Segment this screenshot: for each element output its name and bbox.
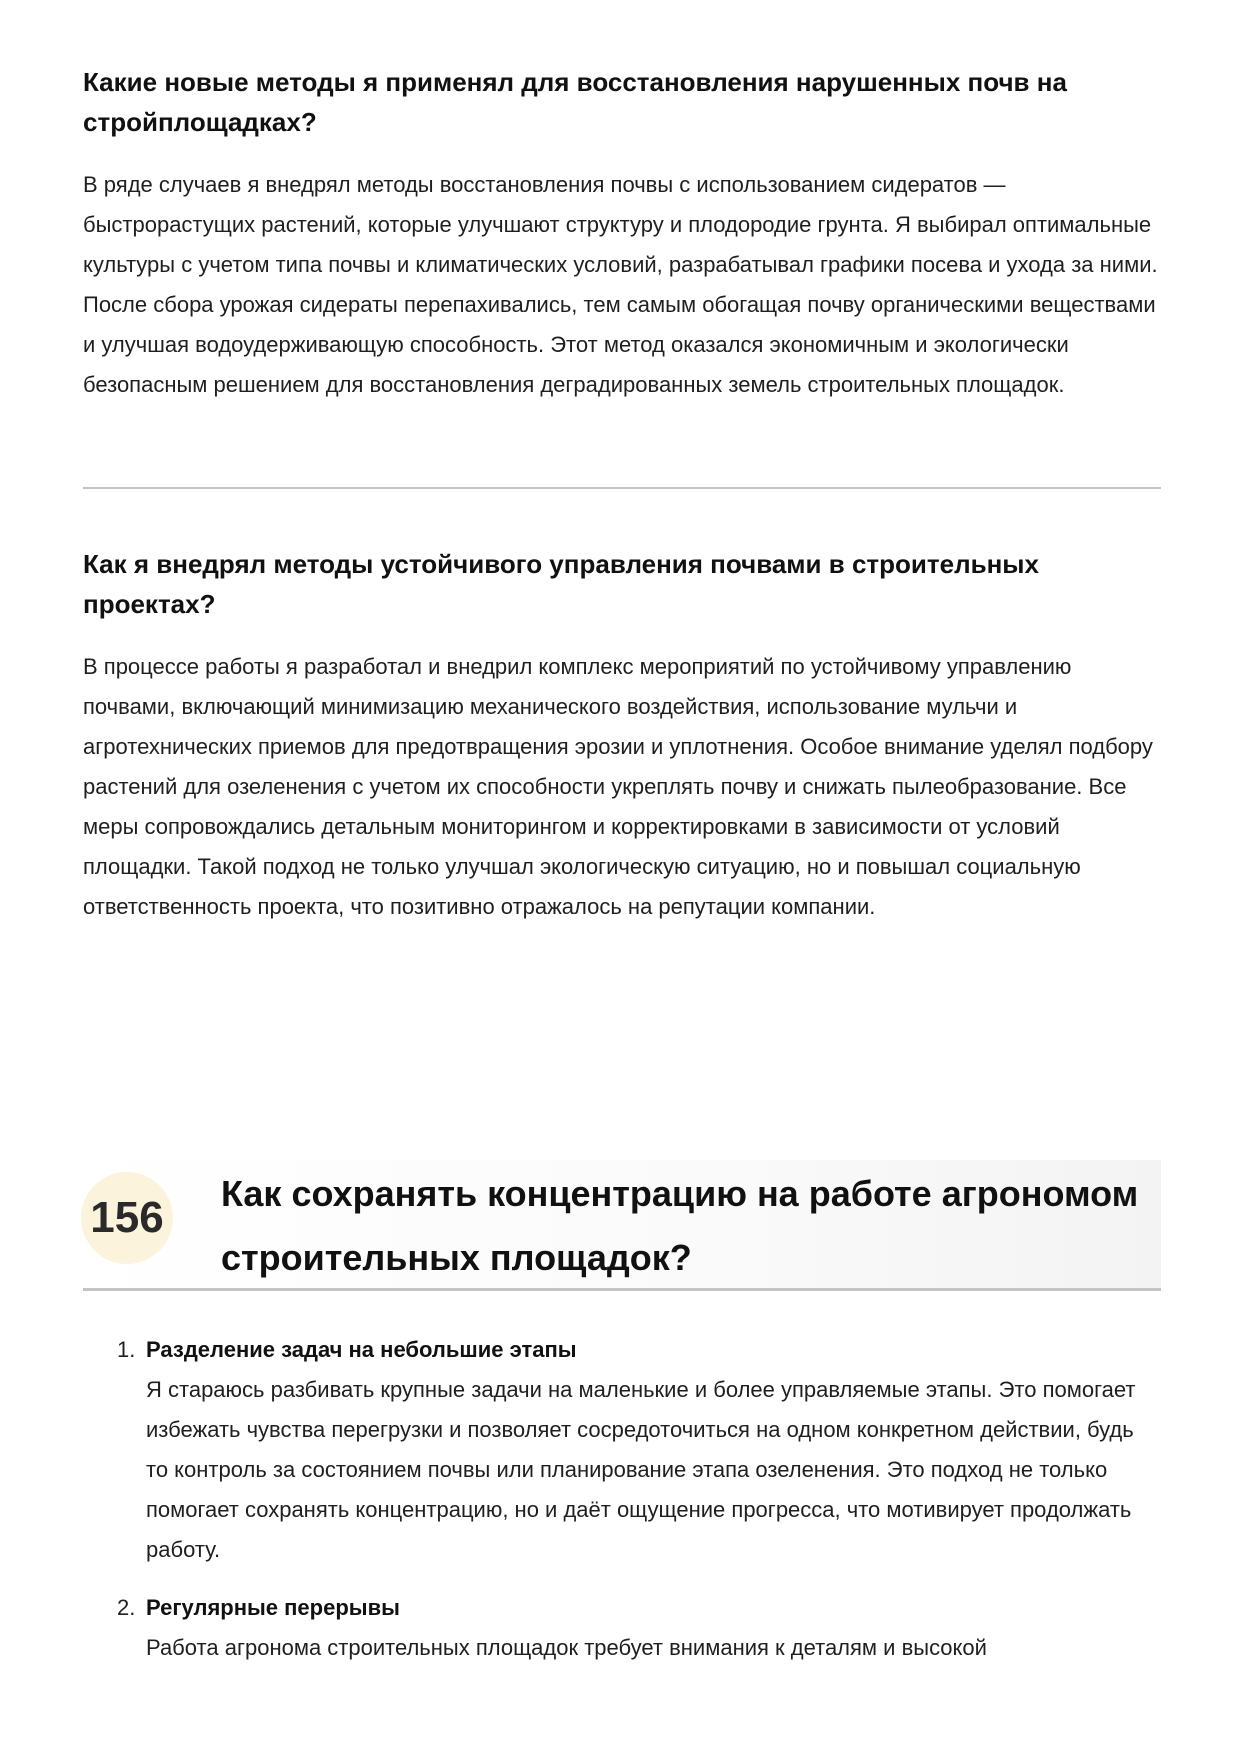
tips-list	[83, 1330, 1161, 1686]
question-heading: Как я внедрял методы устойчивого управления почвами в строительных проектах?	[83, 549, 1039, 619]
list-item-text: Я стараюсь разбивать крупные задачи на маленькие и более управляемые этапы. Это помогает избежать чувства перегрузки и позволяет сосредоточиться на одном конкретном действии, будь то контроль за состоянием почвы или планирование этапа озеленения. Это подход не только помогает сохранять концентрацию, но и даёт ощущение прогресса, что мотивирует продолжать работу.	[146, 1377, 1136, 1562]
list-item-title: Регулярные перерывы	[146, 1595, 400, 1620]
list-item-number: 1.	[117, 1337, 136, 1362]
chapter-number-badge: 156	[81, 1172, 173, 1264]
chapter-header	[83, 1160, 1161, 1290]
qa-section-soil-restoration	[83, 62, 1161, 405]
question-heading: Какие новые методы я применял для восстановления нарушенных почв на стройплощадках?	[83, 67, 1067, 137]
list-item	[83, 1330, 1161, 1570]
qa-section-sustainable-management	[83, 544, 1161, 927]
list-item-number: 2.	[117, 1595, 136, 1620]
list-item	[83, 1588, 1161, 1668]
section-divider	[83, 487, 1161, 489]
list-item-title: Разделение задач на небольшие этапы	[146, 1337, 577, 1362]
answer-paragraph: В процессе работы я разработал и внедрил комплекс мероприятий по устойчивому управлению почвами, включающий минимизацию механического воздействия, использование мульчи и агротехнических приемов для предотвращения эрозии и уплотнения. Особое внимание уделял подбору растений для озеленения с учетом их способности укреплять почву и снижать пылеобразование. Все меры сопровождались детальным мониторингом и корректировками в зависимости от условий площадки. Такой подход не только улучшал экологическую ситуацию, но и повышал социальную ответственность проекта, что позитивно отражалось на репутации компании.	[83, 654, 1153, 919]
answer-paragraph: В ряде случаев я внедрял методы восстановления почвы с использованием сидератов — быстрорастущих растений, которые улучшают структуру и плодородие грунта. Я выбирал оптимальные культуры с учетом типа почвы и климатических условий, разрабатывал графики посева и ухода за ними. После сбора урожая сидераты перепахивались, тем самым обогащая почву органическими веществами и улучшая водоудерживающую способность. Этот метод оказался экономичным и экологически безопасным решением для восстановления деградированных земель строительных площадок.	[83, 172, 1158, 397]
list-item-text: Работа агронома строительных площадок требует внимания к деталям и высокой	[146, 1635, 987, 1660]
chapter-title: Как сохранять концентрацию на работе агрономом строительных площадок?	[221, 1173, 1139, 1278]
